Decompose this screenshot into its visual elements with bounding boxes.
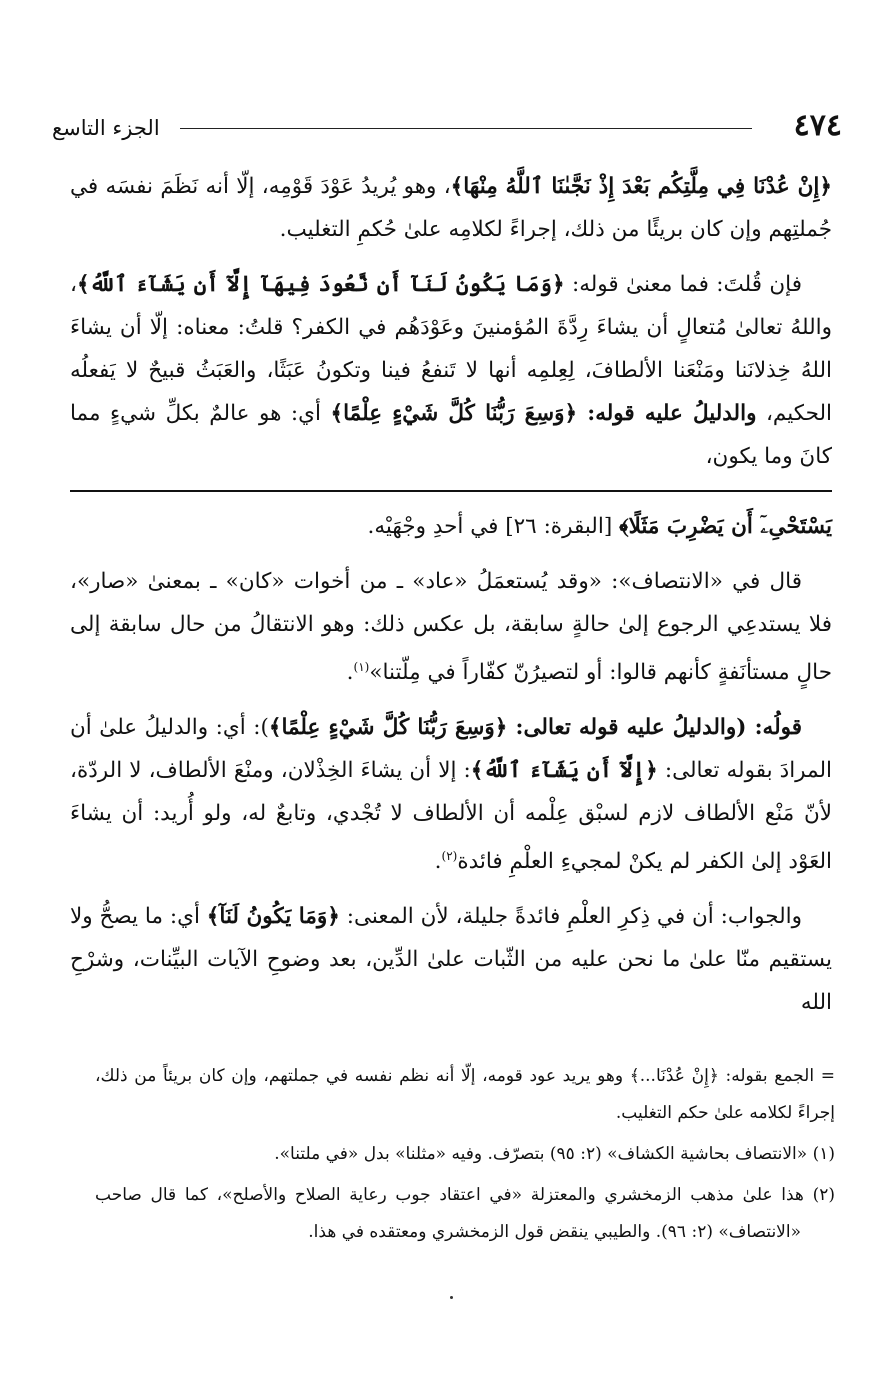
footnote-1: (١) «الانتصاف بحاشية الكشاف» (٢: ٩٥) بتصرّف. وفيه «مثلنا» بدل «في ملتنا». <box>274 1144 835 1164</box>
paragraph: قال في «الانتصاف»: «وقد يُستعمَلُ «عاد» ـ من أخوات «كان» ـ بمعنىٰ «صار»، فلا يستدعِي الرجوع إلىٰ حالةٍ سابقة، بل عكس ذلك: وهو الانتقالُ من حال سابقة إلى حالٍ مستأنَفةٍ كأنهم قالوا: أو لتصيرُنّ كفّاراً في مِلّتنا»$^{(١)}$. <box>70 569 832 686</box>
bold-phrase: والدليلُ عليه قوله: <box>577 401 757 426</box>
paragraph <box>70 165 832 251</box>
quran-verse: ﴿إِنْ عُدْنَا فِي مِلَّتِكُم بَعْدَ إِذْ نَجَّىٰنَا ٱللَّهُ مِنْهَا﴾ <box>450 174 833 199</box>
quran-verse: ﴿وَسِعَ رَبُّنَا كُلَّ شَيْءٍ عِلْمًا﴾ <box>268 715 508 741</box>
page-number: ٤٧٤ <box>793 108 842 143</box>
footnote-ref[interactable]: (١) <box>353 660 370 674</box>
quran-verse: ﴿وَسِعَ رَبُّنَا كُلَّ شَيْءٍ عِلْمًا﴾ <box>330 401 578 426</box>
quran-verse: ﴿وَمَا يَكُونُ لَنَآ﴾ <box>206 904 340 930</box>
paragraph <box>70 263 832 478</box>
footnote-2: (٢) هذا علىٰ مذهب الزمخشري والمعتزلة «في اعتقاد جوب رعاية الصلاح والأصلح»، كما قال صاحب «الانتصاف» (٢: ٩٦). والطيبي ينقض قول الزمخشري ومعتقده في هذا. <box>95 1185 835 1242</box>
footnote-continuation: = الجمع بقوله: ﴿إِنْ عُدْنَا...﴾ وهو يريد عود قومه، إلّا أنه نظم نفسه في جملتهم، وإن كان بريئاً من ذلك، إجراءً لكلامه علىٰ حكم التغليب. <box>95 1066 835 1123</box>
page-header <box>52 108 842 152</box>
paragraph-text: أي: ما يصحُّ ولا يستقيم منّا علىٰ ما نحن عليه من الثّبات علىٰ الدِّين، بعد وضوحِ الآيات البيِّنات، وشرْحِ الله <box>70 904 832 1016</box>
print-speck <box>450 1296 453 1299</box>
paragraph <box>70 505 832 548</box>
paragraph-text: والجواب: أن في ذِكرِ العلْمِ فائدةً جليلة، لأن المعنى: <box>339 904 802 930</box>
running-title: الجزء التاسع <box>52 116 160 140</box>
paragraph-text: ): أي: والدليلُ علىٰ أن المرادَ بقوله تعالى: <box>70 715 832 784</box>
paragraph-text: أي: هو عالمٌ بكلِّ شيءٍ مما كانَ وما يكون، <box>70 401 832 469</box>
paragraph-text: فإن قُلتَ: فما معنىٰ قوله: <box>564 272 802 297</box>
footnote-ref[interactable]: (٢) <box>441 849 458 864</box>
paragraph-text: ، وهو يُريدُ عَوْدَ قَوْمِه، إلّا أنه نَظَمَ نفسَه في جُملتِهم وإن كان بريئًا من ذلك، إجراءً لكلامِه علىٰ حُكمِ التغليب. <box>70 174 832 242</box>
quran-verse: ﴿وَمَا يَكُونُ لَنَآ أَن نَّعُودَ فِيهَآ إِلَّآ أَن يَشَآءَ ٱللَّهُ﴾ <box>76 272 565 297</box>
paragraph-text: [البقرة: ٢٦] في أحدِ وجْهَيْه. <box>367 514 620 539</box>
paragraph-text: ، واللهُ تعالىٰ مُتعالٍ أن يشاءَ رِدَّةَ المُؤمنينَ وعَوْدَهُم في الكفر؟ قلتُ: معناه: إلّا أن يشاءَ اللهُ خِذلانَنا ومَنْعَنا الألطافَ، لِعِلمِه أنها لا تَنفعُ فينا وتكونُ عَبَثًا، والعَبَثُ قبيحٌ لا يَفعلُه الحكيم، <box>70 272 832 426</box>
paragraph-text: قال في «الانتصاف»: «وقد يُستعمَلُ «عاد» ـ من أخوات «كان» ـ بمعنىٰ «صار»، فلا يستدعِي الرجوع إلىٰ حالةٍ سابقة، بل عكس ذلك: وهو الانتقالُ من حال سابقة إلى حالٍ مستأنَفةٍ كأنهم قالوا: أو لتصيرُنّ كفّاراً في مِلّتنا» <box>70 569 832 686</box>
quran-verse: ﴿إِلَّآ أَن يَشَآءَ ٱللَّهُ﴾ <box>470 758 658 784</box>
quran-verse: يَسْتَحْىِۦٓ أَن يَضْرِبَ مَثَلًا﴾ <box>619 514 832 539</box>
paragraph <box>70 895 832 1024</box>
footnotes <box>95 1058 835 1255</box>
main-commentary-text <box>70 165 832 478</box>
section-divider <box>70 490 832 492</box>
bold-phrase: قولُه: (والدليلُ عليه قوله تعالى: <box>507 715 803 741</box>
gloss-text <box>70 505 832 1024</box>
paragraph-text: : إلا أن يشاءَ الخِذْلان، ومنْعَ الألطاف، لا الردّة، لأنّ مَنْع الألطاف لازم لسبْق عِلْمه أن الألطاف لا تُجْدي، وتابعٌ له، ولو أُريد: أن يشاءَ العَوْد إلىٰ الكفر لم يكنْ لمجيءِ العلْمِ فائدة <box>70 758 832 875</box>
paragraph: قولُه: (والدليلُ عليه قوله تعالى: ﴿وَسِعَ رَبُّنَا كُلَّ شَيْءٍ عِلْمًا﴾): أي: والدليلُ علىٰ أن المرادَ بقوله تعالى: ﴿إِلَّآ أَن يَشَآءَ ٱللَّهُ﴾: إلا أن يشاءَ الخِذْلان، ومنْعَ الألطاف، لا الردّة، لأنّ مَنْع الألطاف لازم لسبْق عِلْمه أن الألطاف لا تُجْدي، وتابعٌ له، ولو أُريد: أن يشاءَ العَوْد إلىٰ الكفر لم يكنْ لمجيءِ العلْمِ فائدة$^{(٢)}$. <box>70 715 832 875</box>
header-rule <box>180 128 752 129</box>
